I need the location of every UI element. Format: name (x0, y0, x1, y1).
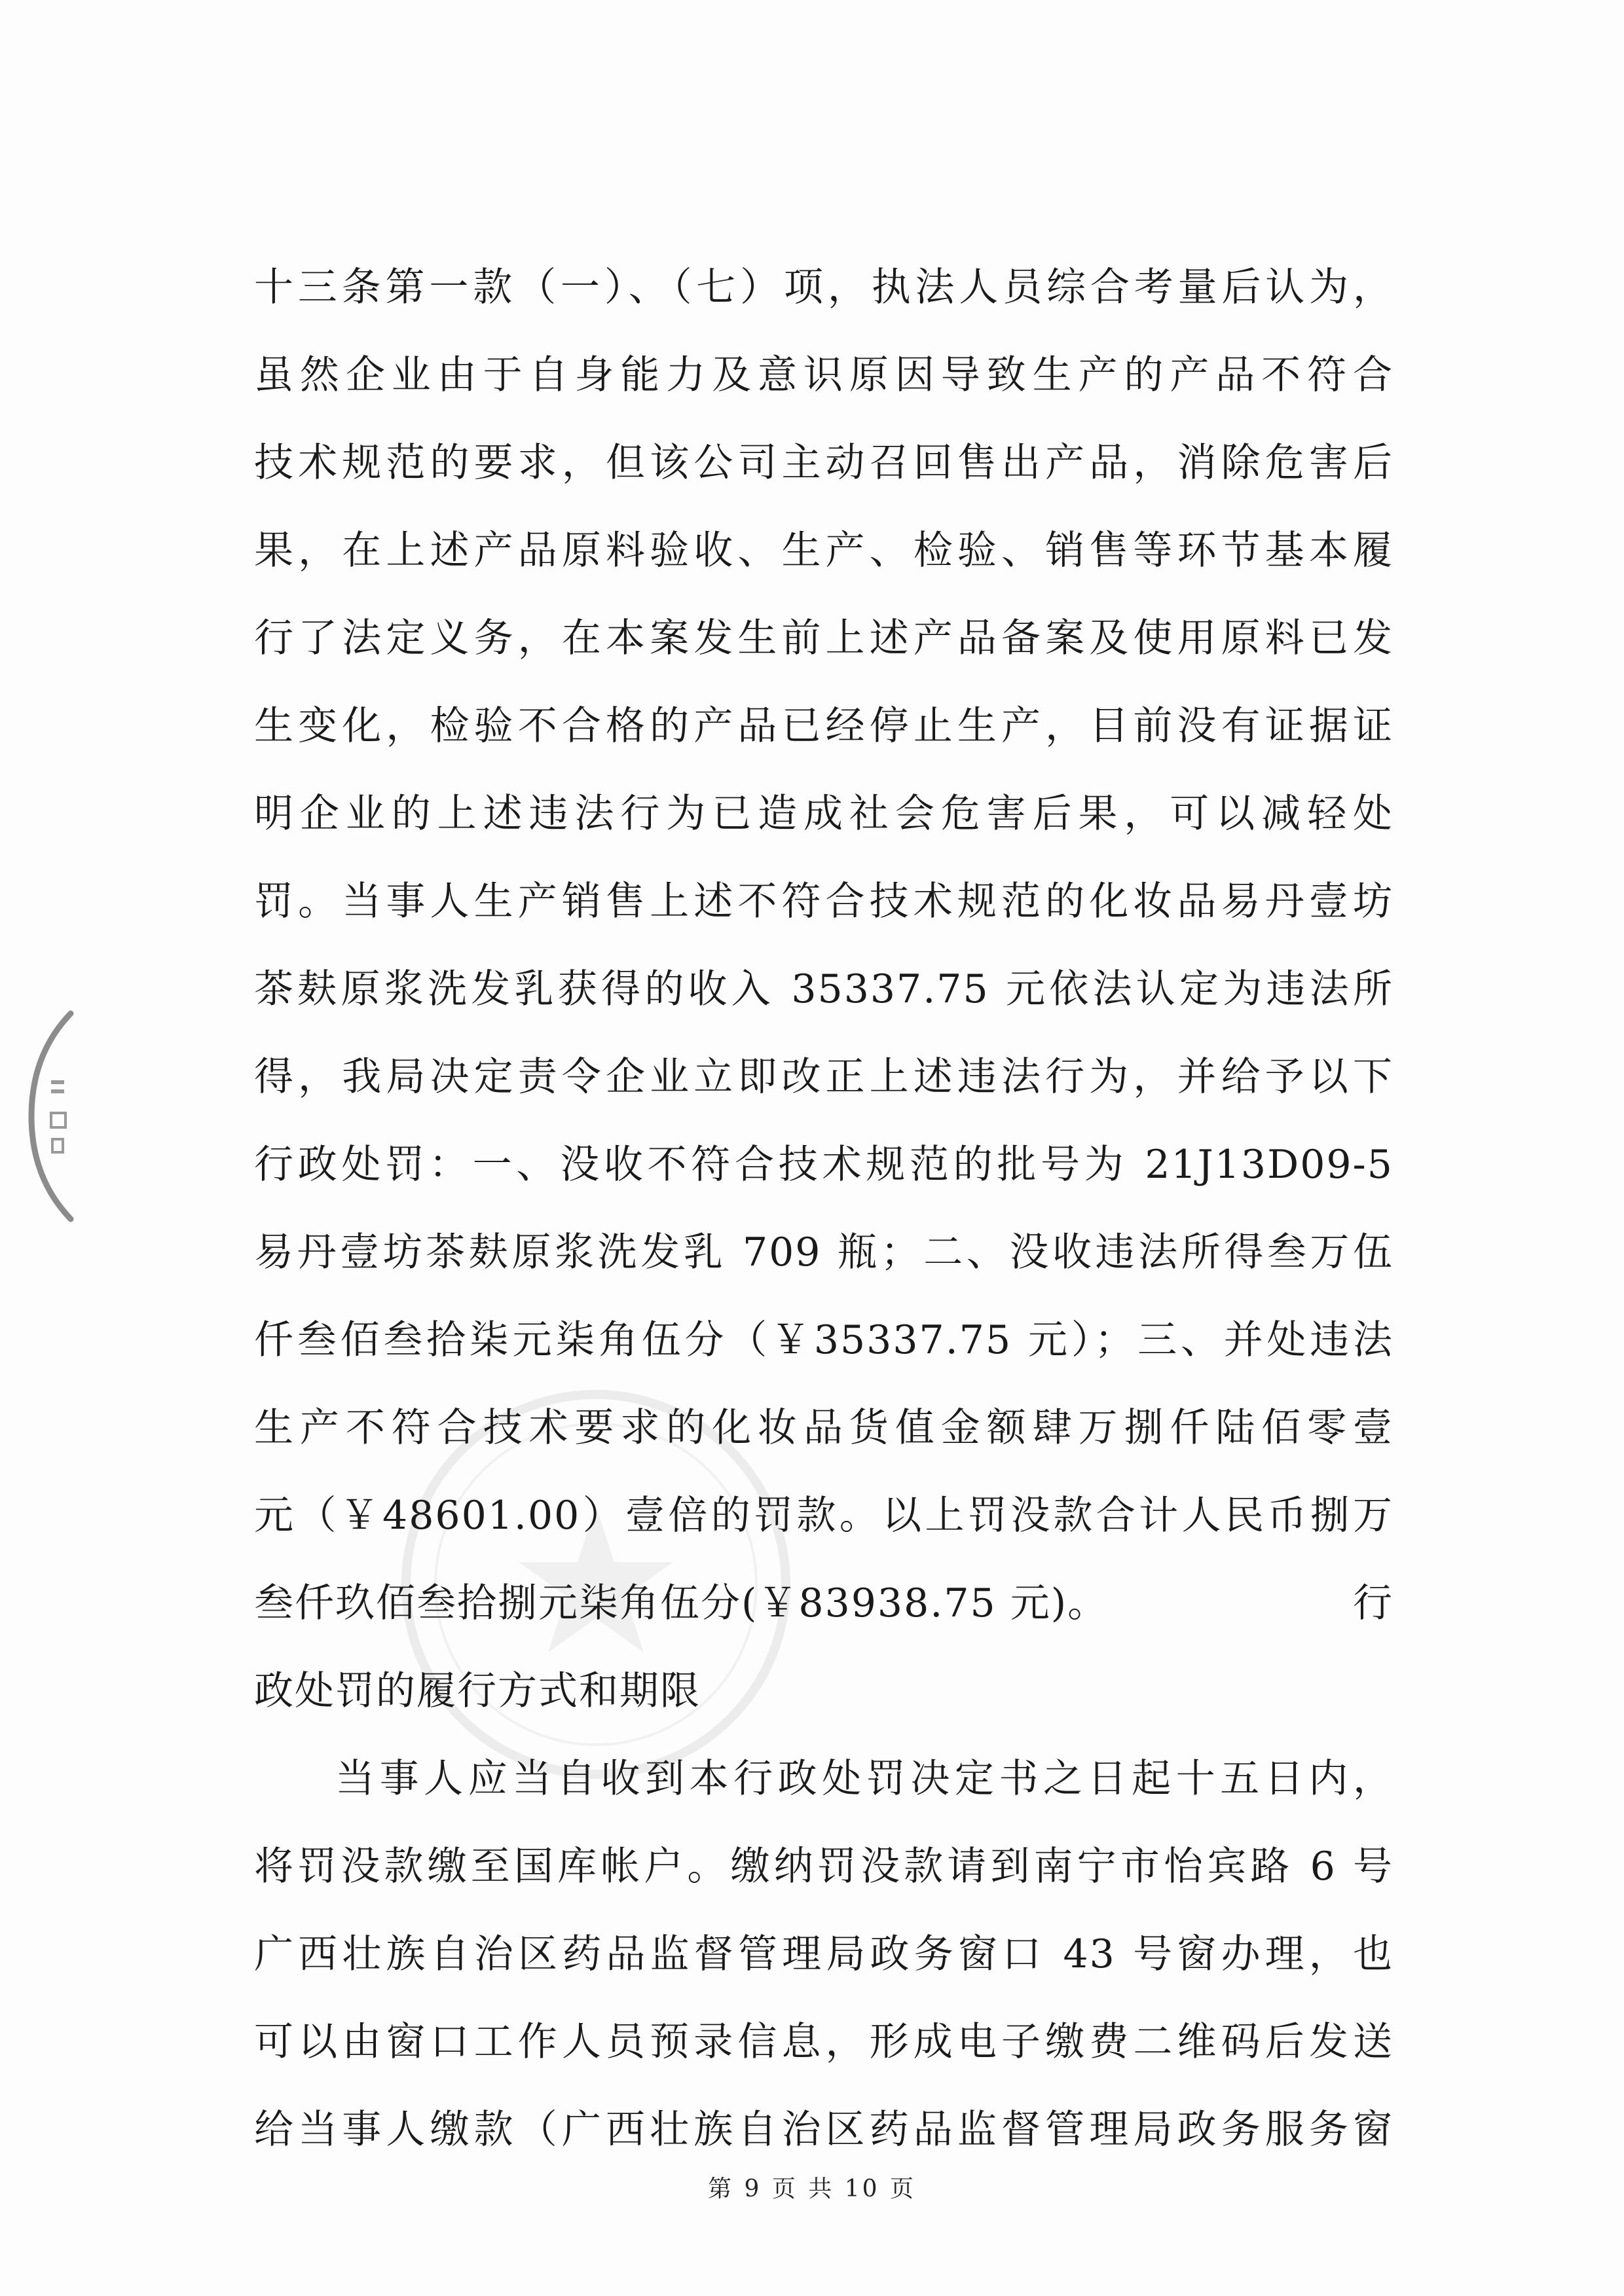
body-line: 果，在上述产品原料验收、生产、检验、销售等环节基本履 (254, 528, 1393, 574)
body-line: 生变化，检验不合格的产品已经停止生产，目前没有证据证 (254, 703, 1393, 749)
body-line: 可以由窗口工作人员预录信息，形成电子缴费二维码后发送 (254, 2019, 1393, 2065)
body-line: 技术规范的要求，但该公司主动召回售出产品，消除危害后 (254, 440, 1393, 486)
body-line: 仟叁佰叁拾柒元柒角伍分（￥35337.75 元）；三、并处违法 (254, 1317, 1393, 1363)
body-line: 罚。当事人生产销售上述不符合技术规范的化妆品易丹壹坊 (254, 879, 1393, 924)
body-line-text: 叁仟玖佰叁拾捌元柒角伍分(￥83938.75 元)。 (254, 1580, 1109, 1626)
body-line: 行了法定义务，在本案发生前上述产品备案及使用原料已发 (254, 615, 1393, 661)
body-line: 生产不符合技术要求的化妆品货值金额肆万捌仟陆佰零壹 (254, 1405, 1393, 1451)
body-line: 广西壮族自治区药品监督管理局政务窗口 43 号窗办理，也 (254, 1931, 1393, 1977)
body-line-with-tail (254, 1559, 1393, 1647)
body-line: 得，我局决定责令企业立即改正上述违法行为，并给予以下 (254, 1054, 1393, 1100)
body-line: 明企业的上述违法行为已造成社会危害后果，可以减轻处 (254, 791, 1393, 837)
body-line: 给当事人缴款（广西壮族自治区药品监督管理局政务服务窗 (254, 2107, 1393, 2153)
body-line: 十三条第一款（一）、（七）项，执法人员综合考量后认为， (254, 264, 1393, 310)
section-heading: 政处罚的履行方式和期限 (254, 1668, 701, 1714)
paragraph-first-line: 当事人应当自收到本行政处罚决定书之日起十五日内， (335, 1756, 1393, 1802)
body-line: 行政处罚：一、没收不符合技术规范的批号为 21J13D09-5 (254, 1142, 1393, 1188)
body-line: 将罚没款缴至国库帐户。缴纳罚没款请到南宁市怡宾路 6 号 (254, 1844, 1393, 1889)
body-line: 茶麸原浆洗发乳获得的收入 35337.75 元依法认定为违法所 (254, 966, 1393, 1012)
page-number-footer: 第 9 页 共 10 页 (708, 2176, 916, 2202)
document-body (254, 244, 1393, 2174)
body-line: 易丹壹坊茶麸原浆洗发乳 709 瓶；二、没收违法所得叁万伍 (254, 1230, 1393, 1275)
seam-seal-stamp (25, 1008, 77, 1224)
body-line-tail: 行 (1353, 1580, 1393, 1626)
body-line: 元（￥48601.00）壹倍的罚款。以上罚没款合计人民币捌万 (254, 1493, 1393, 1539)
body-line: 虽然企业由于自身能力及意识原因导致生产的产品不符合 (254, 352, 1393, 398)
